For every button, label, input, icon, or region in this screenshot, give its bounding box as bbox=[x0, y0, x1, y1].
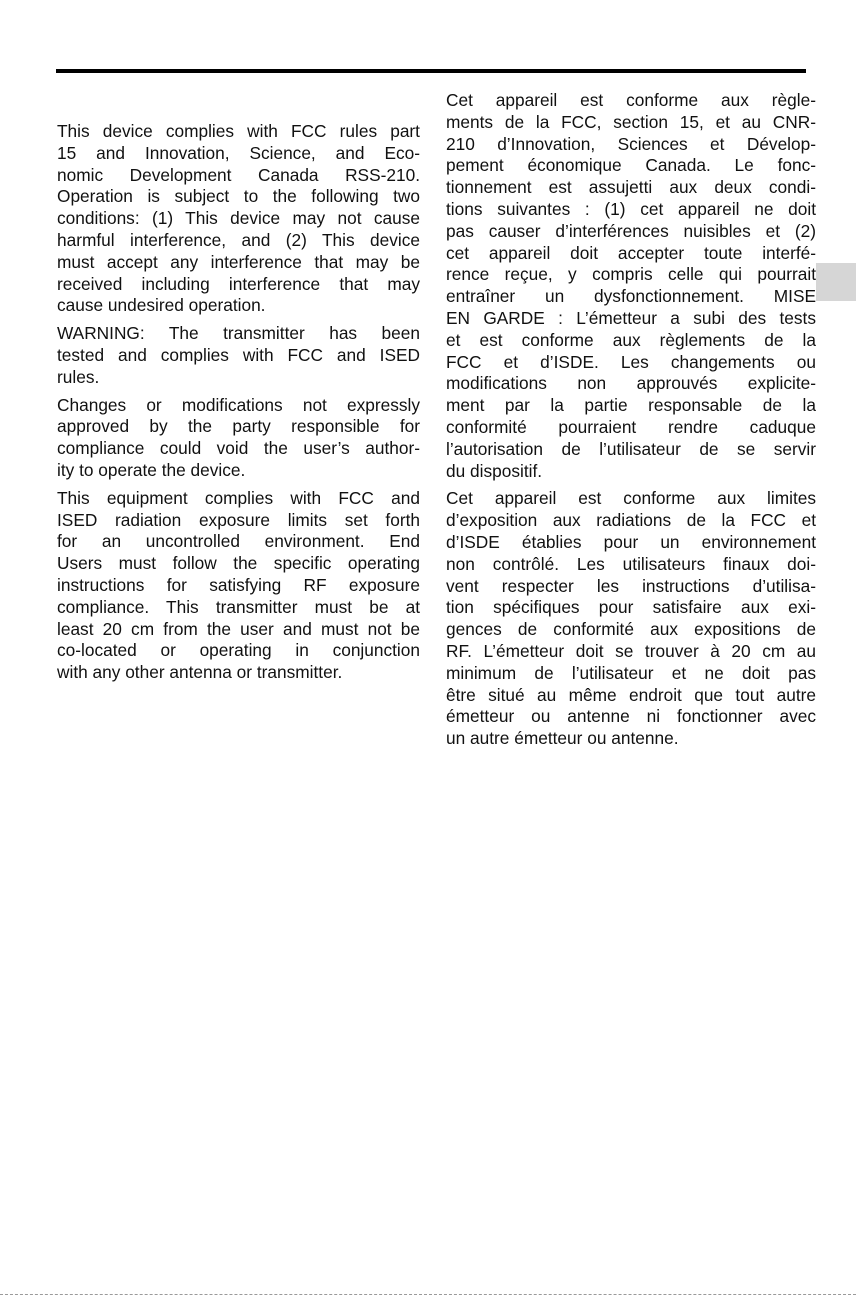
french-text-line: et est conforme aux règlements de la bbox=[446, 329, 816, 350]
english-paragraph bbox=[57, 323, 420, 388]
english-text-line: This device complies with FCC rules part bbox=[57, 121, 420, 141]
french-text-line: tion spécifiques pour satisfaire aux exi- bbox=[446, 597, 816, 618]
english-text-line: must accept any interference that may be bbox=[57, 251, 420, 272]
french-text-line: un autre émetteur ou antenne. bbox=[446, 728, 679, 749]
french-text-line: non contrôlé. Les utilisateurs finaux doi- bbox=[446, 553, 816, 574]
french-text-line: tions suivantes : (1) cet appareil ne doit bbox=[446, 198, 816, 219]
english-text-line: co-located or operating in conjunction bbox=[57, 640, 420, 661]
french-text-line: cet appareil doit accepter toute interfé- bbox=[446, 242, 816, 263]
english-text-line: Users must follow the specific operating bbox=[57, 553, 420, 574]
english-text-line: rules. bbox=[57, 366, 100, 387]
english-text-line: with any other antenna or transmitter. bbox=[57, 662, 343, 683]
english-text-line: harmful interference, and (2) This device bbox=[57, 229, 420, 250]
french-text-line: 210 d’Innovation, Sciences et Dévelop- bbox=[446, 133, 816, 154]
english-paragraph bbox=[57, 395, 420, 482]
french-text-line: pement économique Canada. Le fonc- bbox=[446, 155, 816, 176]
french-paragraph bbox=[446, 488, 816, 750]
english-text-line: Operation is subject to the following two bbox=[57, 186, 420, 207]
english-text-line: for an uncontrolled environment. End bbox=[57, 531, 420, 552]
french-text-line: du dispositif. bbox=[446, 460, 543, 481]
french-text-line: vent respecter les instructions d’utilisa- bbox=[446, 575, 816, 596]
english-text-line: nomic Development Canada RSS-210. bbox=[57, 164, 420, 185]
english-text-line: This equipment complies with FCC and bbox=[57, 487, 420, 508]
french-text-line: FCC et d’ISDE. Les changements ou bbox=[446, 351, 816, 372]
french-text-line: Cet appareil est conforme aux limites bbox=[446, 488, 816, 509]
french-text-line: rence reçue, y compris celle qui pourrait bbox=[446, 264, 816, 285]
french-text-line: Cet appareil est conforme aux règle- bbox=[446, 90, 816, 110]
french-text-line: EN GARDE : L’émetteur a subi des tests bbox=[446, 307, 816, 328]
french-text-line: l’autorisation de l’utilisateur de se servir bbox=[446, 438, 816, 459]
french-text-line: d’ISDE établies pour un environnement bbox=[446, 531, 816, 552]
french-text-line: tionnement est assujetti aux deux condi- bbox=[446, 177, 816, 198]
header-rule bbox=[56, 69, 806, 73]
french-text-line: ment par la partie responsable de la bbox=[446, 395, 816, 416]
english-text-line: ity to operate the device. bbox=[57, 459, 246, 480]
english-text-line: received including interference that may bbox=[57, 273, 420, 294]
english-text-line: ISED radiation exposure limits set forth bbox=[57, 509, 420, 530]
english-text-line: 15 and Innovation, Science, and Eco- bbox=[57, 142, 420, 163]
english-paragraph bbox=[57, 488, 420, 684]
french-text-line: minimum de l’utilisateur et ne doit pas bbox=[446, 662, 816, 683]
english-text-line: tested and complies with FCC and ISED bbox=[57, 344, 420, 365]
page-bottom-edge bbox=[0, 1294, 856, 1295]
french-text-line: d’exposition aux radiations de la FCC et bbox=[446, 510, 816, 531]
english-text-line: cause undesired operation. bbox=[57, 295, 266, 316]
french-text-line: entraîner un dysfonctionnement. MISE bbox=[446, 286, 816, 307]
french-text-line: gences de conformité aux expositions de bbox=[446, 619, 816, 640]
french-text-line: émetteur ou antenne ni fonctionner avec bbox=[446, 706, 816, 727]
english-text-line: compliance. This transmitter must be at bbox=[57, 596, 420, 617]
french-text-line: conformité pourraient rendre caduque bbox=[446, 416, 816, 437]
french-text-line: RF. L’émetteur doit se trouver à 20 cm au bbox=[446, 640, 816, 661]
english-text-line: conditions: (1) This device may not cause bbox=[57, 208, 420, 229]
french-text-line: modifications non approuvés explicite- bbox=[446, 373, 816, 394]
french-text-line: être situé au même endroit que tout autre bbox=[446, 684, 816, 705]
english-text-line: instructions for satisfying RF exposure bbox=[57, 574, 420, 595]
french-text-line: pas causer d’interférences nuisibles et (2) bbox=[446, 220, 816, 241]
section-tab-marker bbox=[816, 263, 856, 301]
english-paragraph bbox=[57, 121, 420, 317]
french-paragraph bbox=[446, 90, 816, 482]
english-text-line: least 20 cm from the user and must not be bbox=[57, 618, 420, 639]
french-text-line: ments de la FCC, section 15, et au CNR- bbox=[446, 111, 816, 132]
english-text-line: compliance could void the user’s author- bbox=[57, 438, 420, 459]
english-text-line: approved by the party responsible for bbox=[57, 416, 420, 437]
english-text-line: Changes or modifications not expressly bbox=[57, 394, 420, 415]
french-column bbox=[446, 90, 816, 756]
english-text-line: WARNING: The transmitter has been bbox=[57, 323, 420, 344]
english-column bbox=[57, 121, 420, 690]
